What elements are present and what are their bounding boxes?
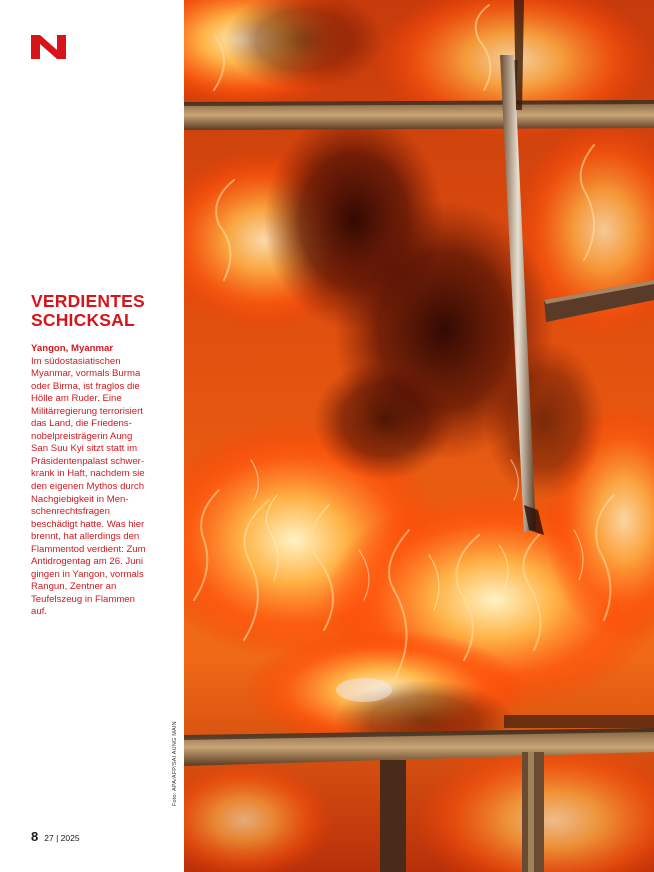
headline-line-2: SCHICKSAL (31, 310, 135, 330)
fire-photo (184, 0, 654, 872)
news-logo-icon (31, 35, 66, 59)
photo-credit: Foto: APA/AFP/SAI AUNG MAIN (172, 721, 178, 806)
article-text: Im südostasiatischen Myanmar, vormals Burma oder Birma, ist fraglos die Hölle am Ruder. Eine Militärregierung terrorisiert das Land, die Friedens- nobelpreisträgerin Aung San Suu Kyi sitzt statt im Präsidentenpalast schwer- krank in Haft, nachdem sie den eigenen Mythos durch Nachgiebigkeit in Men- schenrechtsfragen beschädigt hatte. Was hier brennt, hat allerdings den Flammentod verdient: Zum Antidrogentag am 26. Juni gingen in Yangon, vormals Rangun, Zentner an Teufelszeug in Flammen auf. (31, 355, 146, 618)
location-label: Yangon, Myanmar (31, 343, 114, 354)
page-number: 8 (31, 829, 39, 844)
text-column (0, 0, 184, 872)
fire-image (184, 0, 654, 872)
headline (31, 292, 181, 330)
page-folio (31, 829, 80, 844)
issue-number: 27 | 2025 (44, 833, 80, 843)
article-body (31, 343, 153, 619)
headline-line-1: VERDIENTES (31, 291, 145, 311)
